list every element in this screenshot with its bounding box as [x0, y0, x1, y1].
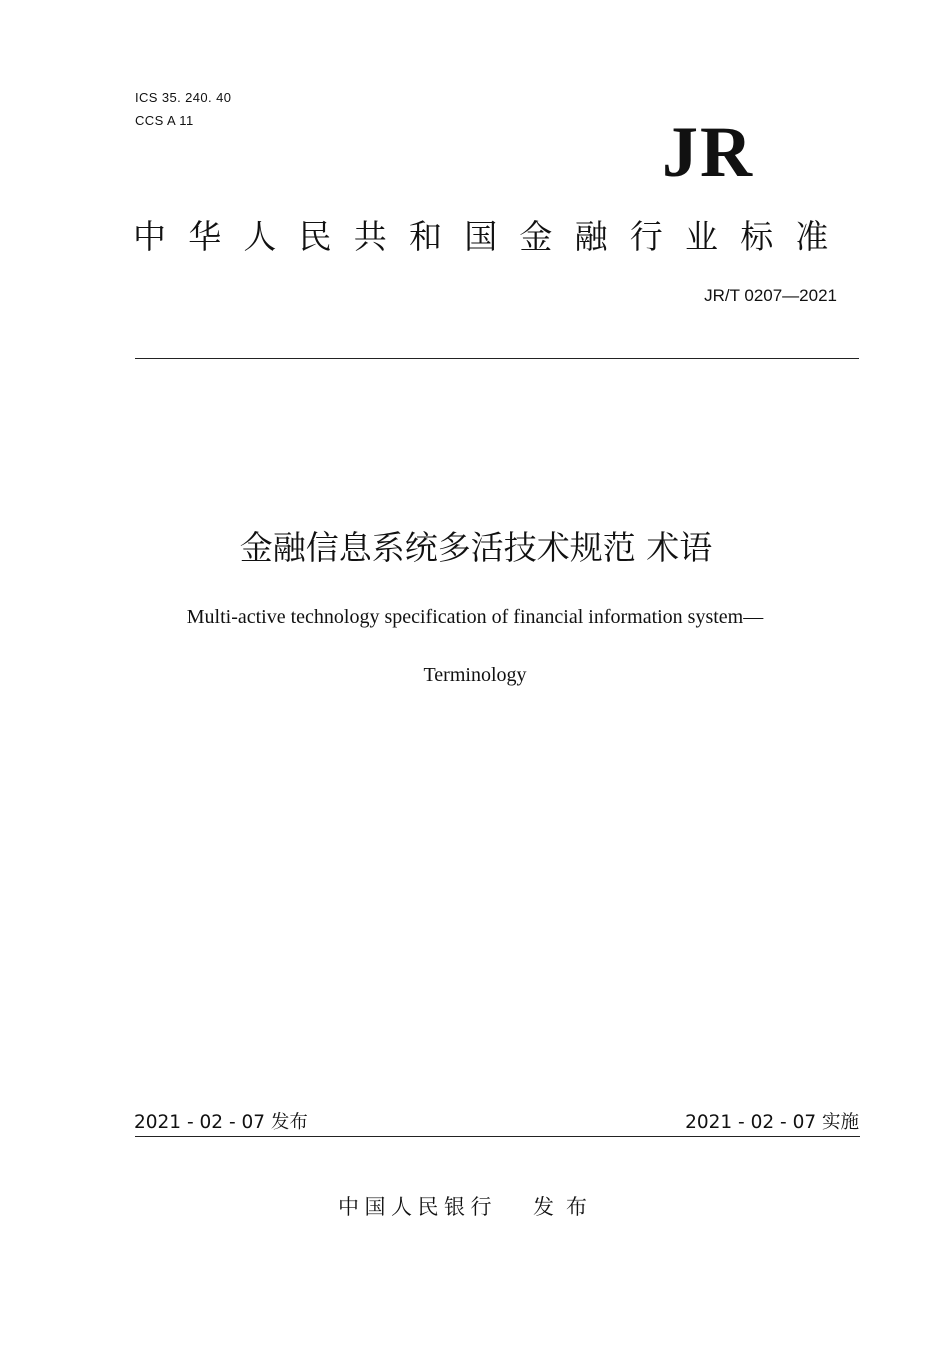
jr-logo: JR [662, 112, 754, 192]
title-english-line2: Terminology [423, 664, 527, 686]
bottom-divider [135, 1136, 860, 1137]
implementation-date: 2021 - 02 - 07 实施 [685, 1112, 859, 1133]
title-chinese: 金融信息系统多活技术规范 术语 [239, 528, 713, 567]
classification-codes [135, 86, 231, 132]
publisher-action: 发布 [533, 1195, 599, 1219]
issue-date: 2021 - 02 - 07 发布 [134, 1112, 308, 1133]
title-english-line1: Multi-active technology specification of financial information system— [186, 606, 764, 628]
standard-category: 中华人民共和国金融行业标准 [133, 217, 851, 256]
publisher-organization: 中国人民银行 [338, 1195, 497, 1219]
ics-code: ICS 35. 240. 40 [135, 90, 232, 105]
standard-number: JR/T 0207—2021 [704, 286, 837, 305]
publisher-line [338, 1192, 599, 1222]
ccs-code: CCS A 11 [135, 113, 194, 128]
top-divider [135, 358, 859, 359]
